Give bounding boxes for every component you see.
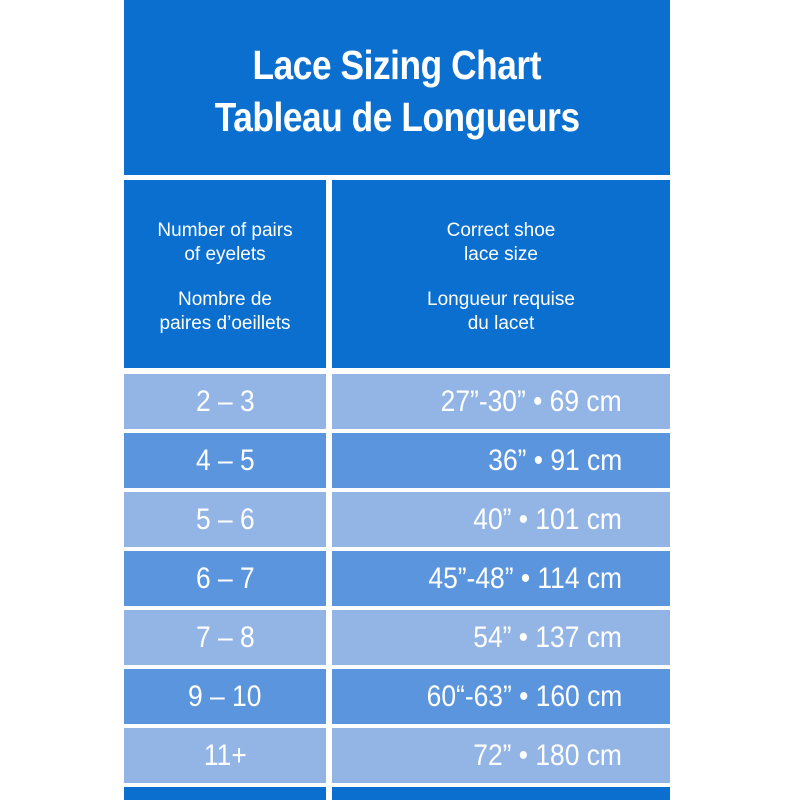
lace-length-value: 45”-48” • 114 cm — [428, 561, 622, 595]
table-row — [124, 492, 670, 551]
lace-length-value: 27”-30” • 69 cm — [441, 384, 622, 418]
lace-length-value: 36” • 91 cm — [488, 443, 622, 477]
eyelets-value: 6 – 7 — [195, 561, 255, 595]
table-row — [124, 551, 670, 610]
column-header-lace-size — [332, 180, 670, 368]
header-gap — [332, 267, 670, 288]
column-header-eyelets — [124, 180, 326, 368]
lace-sizing-chart — [124, 0, 670, 800]
eyelets-cell — [124, 669, 326, 724]
table-row — [124, 669, 670, 728]
lace-length-cell — [332, 492, 670, 547]
eyelets-cell — [124, 374, 326, 429]
lace-length-cell — [332, 669, 670, 724]
header-eyelets-fr-line2: paires d’oeillets — [159, 312, 291, 334]
table-row — [124, 610, 670, 669]
lace-length-cell — [332, 610, 670, 665]
table-row — [124, 433, 670, 492]
lace-length-cell — [332, 374, 670, 429]
eyelets-cell — [124, 610, 326, 665]
eyelets-value: 5 – 6 — [195, 502, 255, 536]
header-lace-fr-line1: Longueur requise — [427, 288, 575, 310]
lace-length-cell — [332, 551, 670, 606]
lace-length-cell — [332, 433, 670, 488]
table-row — [124, 728, 670, 787]
header-lace-en-line1: Correct shoe — [446, 219, 556, 241]
table-row — [124, 374, 670, 433]
table-body — [124, 374, 670, 787]
eyelets-value: 9 – 10 — [188, 679, 262, 713]
eyelets-value: 2 – 3 — [195, 384, 255, 418]
chart-title — [124, 0, 670, 175]
lace-length-value: 40” • 101 cm — [473, 502, 622, 536]
chart-title-english: Lace Sizing Chart — [252, 41, 542, 88]
header-eyelets-en-line1: Number of pairs — [157, 219, 293, 241]
lace-length-value: 72” • 180 cm — [473, 738, 622, 772]
header-eyelets-fr-line1: Nombre de — [178, 288, 272, 310]
chart-title-french: Tableau de Longueurs — [214, 93, 580, 140]
eyelets-cell — [124, 492, 326, 547]
lace-length-value: 60“-63” • 160 cm — [426, 679, 622, 713]
row-divider — [124, 783, 670, 787]
eyelets-value: 11+ — [203, 738, 247, 772]
lace-length-cell — [332, 728, 670, 783]
eyelets-value: 4 – 5 — [195, 443, 255, 477]
header-lace-fr-line2: du lacet — [467, 312, 535, 334]
eyelets-cell — [124, 551, 326, 606]
eyelets-value: 7 – 8 — [195, 620, 255, 654]
eyelets-cell — [124, 433, 326, 488]
lace-length-value: 54” • 137 cm — [473, 620, 622, 654]
header-eyelets-en-line2: of eyelets — [184, 243, 266, 265]
header-gap — [124, 267, 326, 288]
header-lace-en-line2: lace size — [464, 243, 538, 265]
eyelets-cell — [124, 728, 326, 783]
